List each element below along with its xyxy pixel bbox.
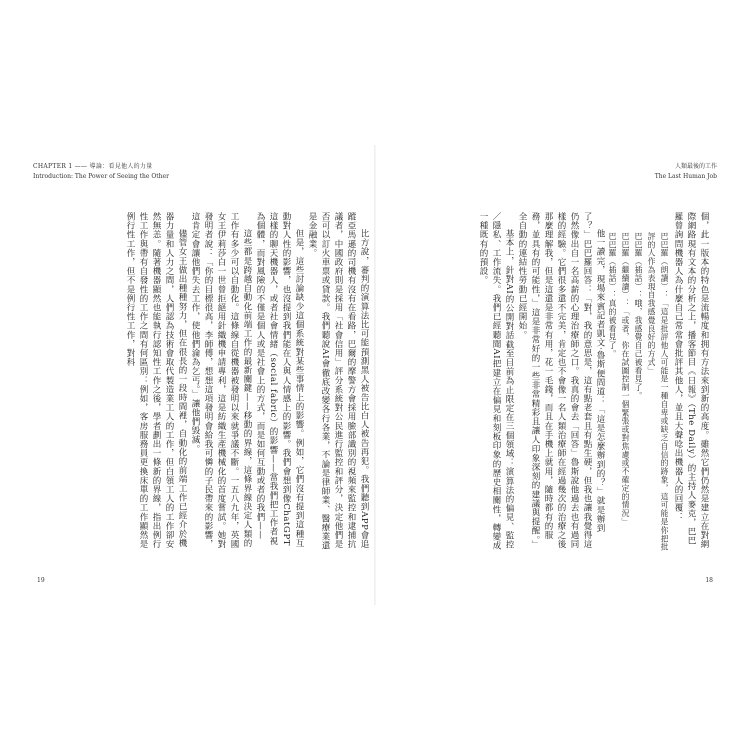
right-page: [375, 150, 725, 600]
page-number: 18: [705, 577, 713, 584]
body-paragraph: 基本上，針對AI的公開對話截至目前為止限定在三個領域：演算法的偏見、監控／隱私、工作流失。我們已經聽聞AI把建立在偏見和刻板印象的歷史相關性，轉變成一種既有的預設。: [478, 212, 514, 551]
right-page-body: [390, 212, 710, 552]
body-paragraph: 個，此一版本的特色是流暢度和拥有方法來到新的高度。雖然它們仍然是建立在對網際網路現有文本的分析之上，播客節目《日報》（The Daily）的主持人麥克，巴巴羅曾詢問機器人為什麼自己常常會批評其他人，並且大聲唸出機器人的回覆：: [673, 212, 709, 549]
dialogue-quote: 巴巴羅（繼續讀）：「或者，你在試圖控制一個緊張或對焦慮或不確定的情況」: [621, 231, 630, 526]
page-number: 19: [37, 577, 45, 584]
chapter-subtitle: Introduction: The Power of Seeing the Other: [33, 173, 169, 180]
dialogue-quote: 巴巴羅（插話）：哦，我感覺自己被看見了。: [634, 231, 643, 400]
book-title-subtitle: The Last Human Job: [654, 173, 717, 180]
book-title-heading: 人類最後的工作: [674, 163, 717, 170]
body-paragraph: 儘管女王做出種種努力，但在很長的一段時間裡，自動化的前端工作已經介於機器力量和人力之間，人們認為技術會取代製造業工人的工作，但白領工人的工作卻安然無恙。隨著機器顯然也能執行認知性工作之後，學者劃出一條新的界線，指出例行性工作與帶有自發性的工作之間有何區別：例如，客房服務員更換床單的工作顯然是例行性工作，但不是例行性工作，對科: [125, 212, 187, 549]
body-paragraph: 但是，這些討論缺少這個系統對某些事情上的影響。例如，它們沒有提到這種互動對人性的影響，也沒提到我們能在人與人情感上的影響。我們會想到像ChatGPT這樣的聊天機器人，或者社會情緒（social fabric）的影響——當我們把工作者視為個體，而對風險的不僅是個人或是社會上的方式，而是如何互動或者的我們——: [255, 212, 304, 548]
running-header-left: [33, 162, 293, 182]
chapter-heading: CHAPTER 1 —— 導論：看見他人的力量: [33, 163, 153, 170]
left-page-body: [120, 212, 370, 552]
left-page: [25, 150, 375, 600]
running-header-right: [517, 162, 717, 182]
body-paragraph: 他一讀完，現場來賓記者凱文·魯斯便問道：「這是怎麼辦到的？」就是辦到了？」巴巴羅回答：「對，我的意思是，這有點老套且有點生硬，但我也讓我覺得這仍然像出自一名高薪的心理治療師之口。我真的會去「回答」魯斯說他過去也有過同樣的經驗。它們很多還不完美，肯定也不會像一名人類治療師在經過幾次的治療之後那麼理解我，但是這還是非常有用，花一毛錢，而且在手機上就用，隨時都有的服務，並具有的可能性，」這是非常好的一些非常精彩且讓人印象深刻的建議與提醒。」全自動的連結性勞動已經開始。: [517, 212, 605, 550]
body-paragraph: 這些都是跨越自動化前端工作的最新關鍵——移動的界線，這條界線決定人類的工作有多少可以自動化。這條線自從機器被發明以來就爭議不斷。一五八九年，英國女王伊莉莎白一世曾拒絕用針織機申請專利，這是紡織生產機械化的首度嘗試。她對發明者說：「你的目標很高，李師傅，想想這項發明會給我可憐的子民帶來的影響，這肯定會讓他們失去工作，使他們淪為乞丐。」讓他們毀滅。: [190, 212, 252, 549]
body-paragraph: 比方說，審判的演算法比可能預測黑人被告比白人被告再犯。我們聽到APP會追蹤亞馬遜的司機有沒有在看路，巴爾的摩警方會採用臉部識別的視頻來監控和逮捕抗議者，中國政府則是採用「社會信用」評分系統對公民進行監控和評分，決定他們是否可以訂火車票或貸款。我們聽說AI會徹底改變各行各業，不論是律師業、醫療業還是金融業。: [307, 212, 369, 551]
dialogue-quote: 巴巴羅（朗讀）：「這是批評他人可能是一種自卑或缺乏自信的跡象，這可能是你把批評的人作為表現自我感覺良好的方式」: [647, 231, 669, 551]
dialogue-quote: 巴巴羅（插話）：真的被看見了。: [608, 231, 617, 358]
